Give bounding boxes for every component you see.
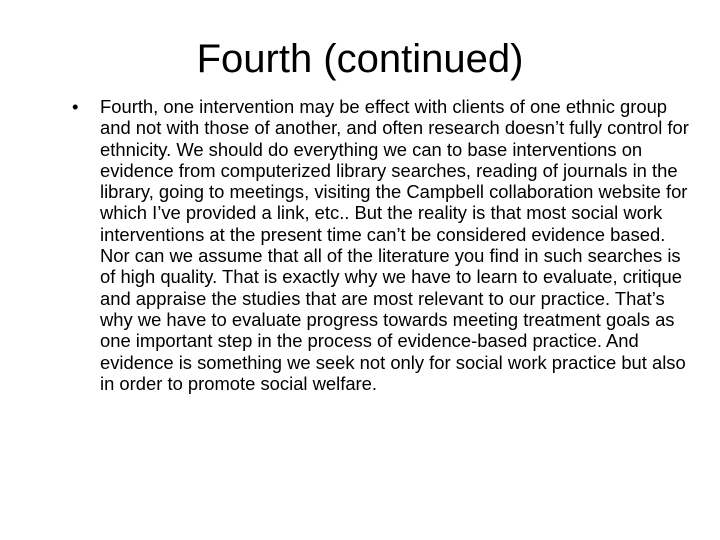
slide-title: Fourth (continued) [196,37,524,81]
bullet-marker: • [72,96,79,117]
bullet-item [72,96,700,394]
bullet-list [72,96,700,394]
bullet-text: Fourth, one intervention may be effect with clients of one ethnic group and not with those of another, and often research doesn’t fully control for ethnicity. We should do everything we can to base interventions on evidence from computerized library searches, reading of journals in the library, going to meetings, visiting the Campbell collaboration website for which I’ve provided a link, etc.. But the reality is that most social work interventions at the present time can’t be considered evidence based. Nor can we assume that all of the literature you find in such searches is of high quality. That is exactly why we have to learn to evaluate, critique and appraise the studies that are most relevant to our practice. That’s why we have to evaluate progress towards meeting treatment goals as one important step in the process of evidence-based practice. And evidence is something we seek not only for social work practice but also in order to promote social welfare. [100,96,689,394]
